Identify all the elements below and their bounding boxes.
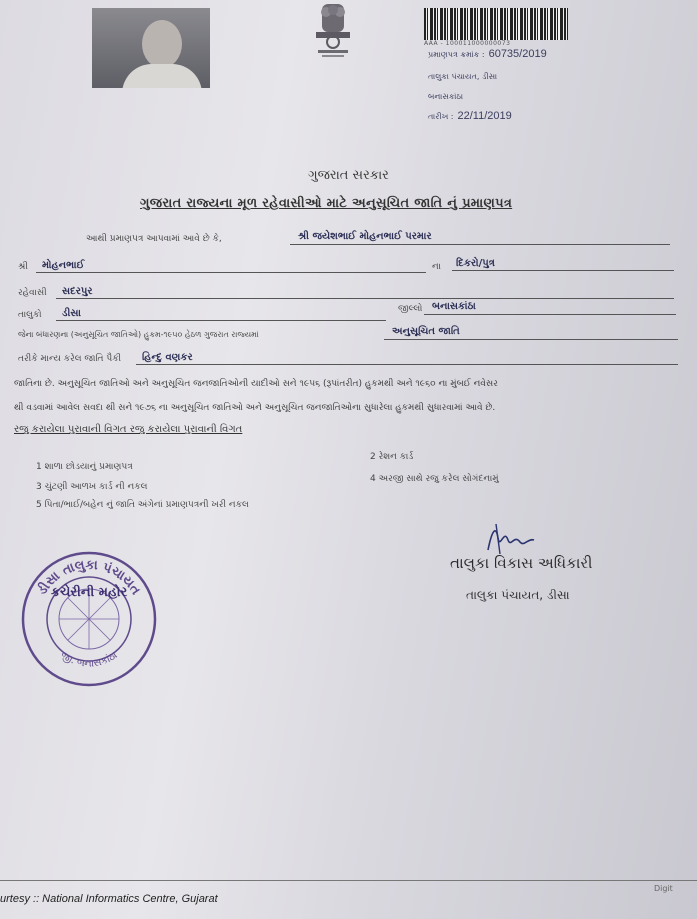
declaration-paragraph bbox=[14, 372, 664, 420]
relation-label: ના bbox=[432, 262, 441, 272]
intro-label: આથી પ્રમાણપત્ર આપવામાં આવે છે કે, bbox=[86, 234, 222, 244]
document-item: 3 ચુંટણી આળખ કાર્ડ ની નકલ bbox=[36, 482, 148, 492]
order-line bbox=[384, 339, 678, 340]
certificate-title: ગુજરાત રાજ્યના મૂળ રહેવાસીઓ માટે અનુસૂચિત જાતિ નું પ્રમાણપત્ર bbox=[140, 196, 513, 211]
paragraph-line-2: થી વડવામાં આવેલ સવદા થી સને ૧૯૭૬ ના અનુસૂચિત જાતિઓ અને અનુસૂચિત જનજાતિઓના સુધારેલા હુકમથી સુધારવામાં આવે છે. bbox=[14, 403, 496, 413]
document-item: 1 શાળા છોડયાનું પ્રમાણપત્ર bbox=[36, 462, 133, 472]
taluka-line bbox=[56, 320, 386, 321]
state-emblem-icon bbox=[308, 2, 358, 60]
district-line bbox=[424, 314, 676, 315]
applicant-name-line bbox=[290, 244, 670, 245]
relation-line bbox=[452, 270, 674, 271]
caste-value: હિન્દુ વણકર bbox=[142, 352, 193, 363]
taluka-label: તાલુકો bbox=[18, 310, 42, 320]
document-item: 2 રેશન કાર્ડ bbox=[370, 452, 414, 462]
paragraph-line-1: જાતિના છે. અનુસૂચિત જાતિઓ અને અનુસૂચિત જનજાતિઓની યાદીઓ સને ૧૯૫૬ (રૂપાંતરીત) હુકમથી અને ૧૯૬૦ ના મુંબઈ નવેસર bbox=[14, 379, 498, 389]
officer-office: તાલુકા પંચાયત, ડીસા bbox=[466, 588, 570, 602]
date-value: 22/11/2019 bbox=[457, 110, 512, 122]
officer-title: તાલુકા વિકાસ અધિકારી bbox=[450, 554, 593, 572]
caste-label: તરીકે માન્ય કરેલ જાતિ પૈકી bbox=[18, 354, 122, 364]
barcode bbox=[424, 8, 568, 40]
office-seal-icon bbox=[18, 550, 160, 688]
svg-text:જી. બનાસકાંઠા bbox=[58, 650, 120, 670]
document-item: 4 અરજી સાથે રજુ કરેલ સોગંદનામું bbox=[370, 474, 499, 484]
footer-right-text: Digit bbox=[654, 884, 673, 893]
date-row bbox=[428, 110, 512, 122]
father-label: શ્રી bbox=[18, 262, 28, 272]
order-label: જેના બંધારણના (અનુસૂચિત જાતિઓ) હુકમ-૧૯૫૦ હેઠળ ગુજરાત રાજ્યમાં bbox=[18, 330, 259, 339]
photo-shirt bbox=[122, 64, 202, 88]
caste-line bbox=[136, 364, 678, 365]
certificate-number-value: 60735/2019 bbox=[488, 48, 547, 60]
applicant-photo bbox=[92, 8, 210, 88]
taluka-value: ડીસા bbox=[62, 308, 81, 319]
certificate-number-label: પ્રમાણપત્ર ક્રમાંક : bbox=[428, 50, 485, 59]
seal-bottom-text: જી. બનાસકાંઠા bbox=[58, 649, 120, 670]
village-value: સદરપુર bbox=[62, 286, 93, 297]
district-label: જીલ્લો bbox=[398, 304, 423, 314]
government-title: ગુજરાત સરકાર bbox=[308, 168, 389, 183]
document-item: 5 પિતા/ભાઈ/બહેન નું જાતિ અંગેનાં પ્રમાણપત્રની ખરી નકલ bbox=[36, 500, 249, 510]
photo-face bbox=[142, 20, 182, 68]
relation-value: દિકરો/પુત્ર bbox=[456, 258, 495, 269]
date-label: તારીખ : bbox=[428, 112, 454, 121]
father-name-line bbox=[36, 272, 426, 273]
village-label: રહેવાસી bbox=[18, 288, 47, 298]
applicant-name: શ્રી જયેશભાઈ મોહનભાઈ પરમાર bbox=[298, 231, 432, 242]
father-name: મોહનભાઈ bbox=[42, 260, 85, 271]
seal-top-text: ડીસા તાલુકા પંચાયત bbox=[34, 557, 144, 598]
district-value: બનાસકાંઠા bbox=[432, 301, 476, 312]
certificate-number-row bbox=[428, 48, 547, 60]
district-name: બનાસકાંઠા bbox=[428, 92, 464, 101]
courtesy-text: urtesy :: National Informatics Centre, Gujarat bbox=[0, 893, 218, 905]
office-name: તાલુકા પંચાયત, ડીસા bbox=[428, 72, 498, 81]
seal-center-text: કચેરીની મહોર bbox=[50, 585, 128, 600]
documents-title: રજુ કરાયેલા પુરાવાની વિગત રજુ કરાયેલા પુરાવાની વિગત bbox=[14, 424, 243, 435]
footer-divider bbox=[0, 880, 697, 881]
barcode-number: AAA - 100011000000073 bbox=[424, 40, 511, 47]
village-line bbox=[56, 298, 674, 299]
order-value: અનુસૂચિત જાતિ bbox=[392, 326, 460, 337]
